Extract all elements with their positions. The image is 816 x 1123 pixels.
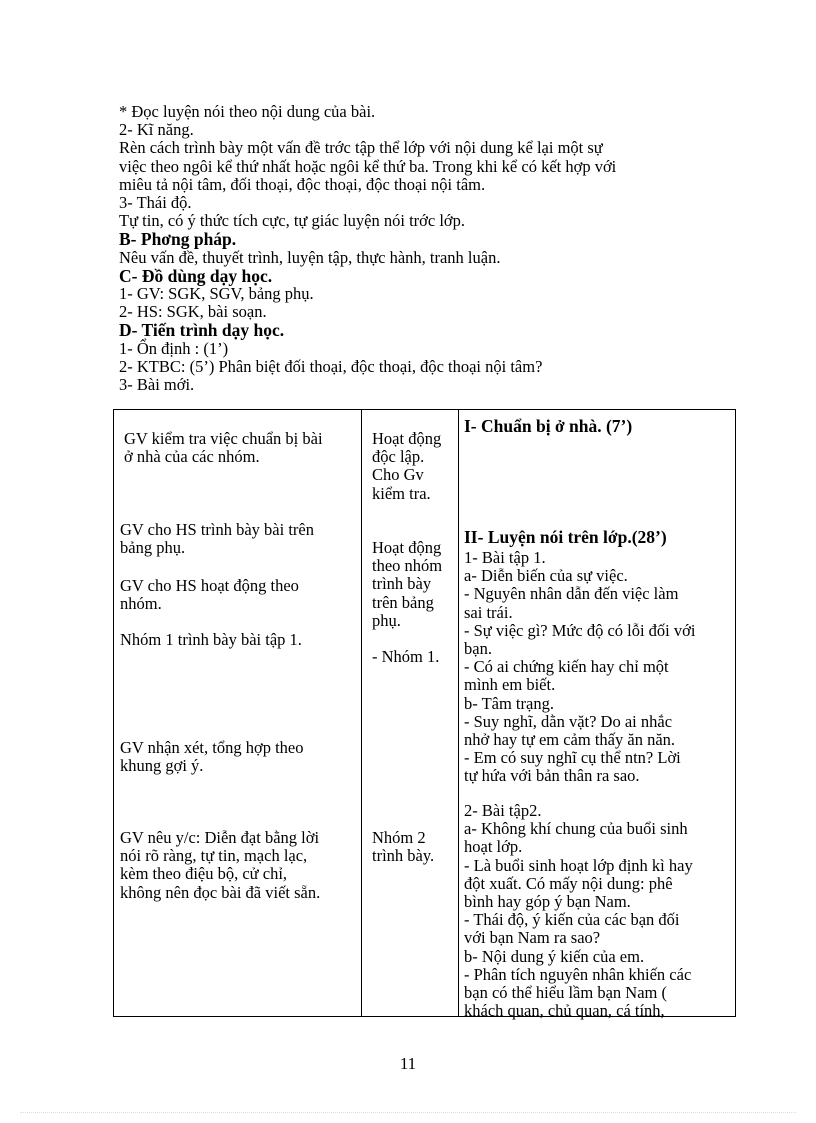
lesson-table — [113, 409, 736, 1021]
intro-line: * Đọc luyện nói theo nội dung của bài. — [119, 102, 376, 121]
intro-line: 2- Kĩ năng. — [119, 120, 194, 140]
footer-divider — [20, 1112, 796, 1113]
content-heading-speaking: II- Luyện nói trên lớp.(28’) — [464, 527, 667, 547]
lesson-intro — [119, 103, 719, 394]
section-d-item: 3- Bài mới. — [119, 375, 195, 395]
teacher-block: GV nêu y/c: Diễn đạt bằng lời nói rõ ràng, tự tin, mạch lạc, kèm theo điệu bộ, cử chỉ, không nên đọc bài đã viết sẵn. — [120, 828, 321, 902]
teacher-block: GV cho HS trình bày bài trên bảng phụ. — [120, 520, 314, 558]
section-c-item: 2- HS: SGK, bài soạn. — [119, 302, 267, 322]
section-b-title: B- Phơng pháp. — [119, 229, 237, 250]
exercise-2: 2- Bài tập2. a- Không khí chung của buổi sinh hoạt lớp. - Là buổi sinh hoạt lớp định kì hay đột xuất. Có mấy nội dung: phê bình hay góp ý bạn Nam. - Thái độ, ý kiến của các bạn đối với bạn Nam ra sao? b- Nội dung ý kiến của em. - Phân tích nguyên nhân khiến các bạn có thể hiểu lầm bạn Nam ( khách quan, chủ quan, cá tính, — [464, 801, 693, 1021]
intro-line: việc theo ngôi kể thứ nhất hoặc ngôi kể thứ ba. Trong khi kể có kết hợp với — [119, 156, 617, 176]
intro-line: 3- Thái độ. — [119, 193, 192, 213]
content-heading-preparation: I- Chuẩn bị ở nhà. (7’) — [464, 416, 633, 436]
content-column — [459, 410, 736, 1021]
exercise-1: 1- Bài tập 1. a- Diễn biến của sự việc. - Nguyên nhân dẫn đến việc làm sai trái. - Sự việc gì? Mức độ có lỗi đối với bạn. - Có ai chứng kiến hay chỉ một mình em biết. b- Tâm trạng. - Suy nghĩ, dằn vặt? Do ai nhắc nhở hay tự em cảm thấy ăn năn. - Em có suy nghĩ cụ thể ntn? Lời tự hứa với bản thân ra sao. — [464, 548, 696, 786]
section-c-item: 1- GV: SGK, SGV, bảng phụ. — [119, 284, 314, 304]
teacher-activity-column — [114, 410, 362, 1017]
section-b-text: Nêu vấn đề, thuyết trình, luyện tập, thực hành, tranh luận. — [119, 247, 501, 267]
intro-line: Tự tin, có ý thức tích cực, tự giác luyện nói trớc lớp. — [119, 211, 466, 231]
teacher-block: GV cho HS hoạt động theo nhóm. — [120, 576, 299, 614]
section-d-title: D- Tiến trình dạy học. — [119, 320, 285, 341]
student-activity-column — [362, 410, 459, 1017]
student-block: Hoạt động độc lập. Cho Gv kiểm tra. — [372, 429, 442, 503]
teacher-block: GV nhận xét, tổng hợp theo khung gợi ý. — [120, 738, 304, 776]
section-d-item: 2- KTBC: (5’) Phân biệt đối thoại, độc thoại, độc thoại nội tâm? — [119, 356, 543, 376]
section-d-item: 1- Ổn định : (1’) — [119, 338, 229, 358]
student-block: Nhóm 2 trình bày. — [372, 828, 435, 866]
section-c-title: C- Đồ dùng dạy học. — [119, 265, 273, 286]
page-number: 11 — [399, 1054, 417, 1073]
teacher-block: GV kiểm tra việc chuẩn bị bài ở nhà của các nhóm. — [124, 429, 323, 467]
teacher-block: Nhóm 1 trình bày bài tập 1. — [120, 630, 302, 649]
student-block: Hoạt động theo nhóm trình bày trên bảng phụ. — [372, 538, 443, 630]
student-block: - Nhóm 1. — [372, 647, 440, 666]
intro-line: Rèn cách trình bày một vấn đề trớc tập thể lớp với nội dung kể lại một sự — [119, 138, 603, 158]
intro-line: miêu tả nội tâm, đối thoại, độc thoại, độc thoại nội tâm. — [119, 174, 486, 194]
